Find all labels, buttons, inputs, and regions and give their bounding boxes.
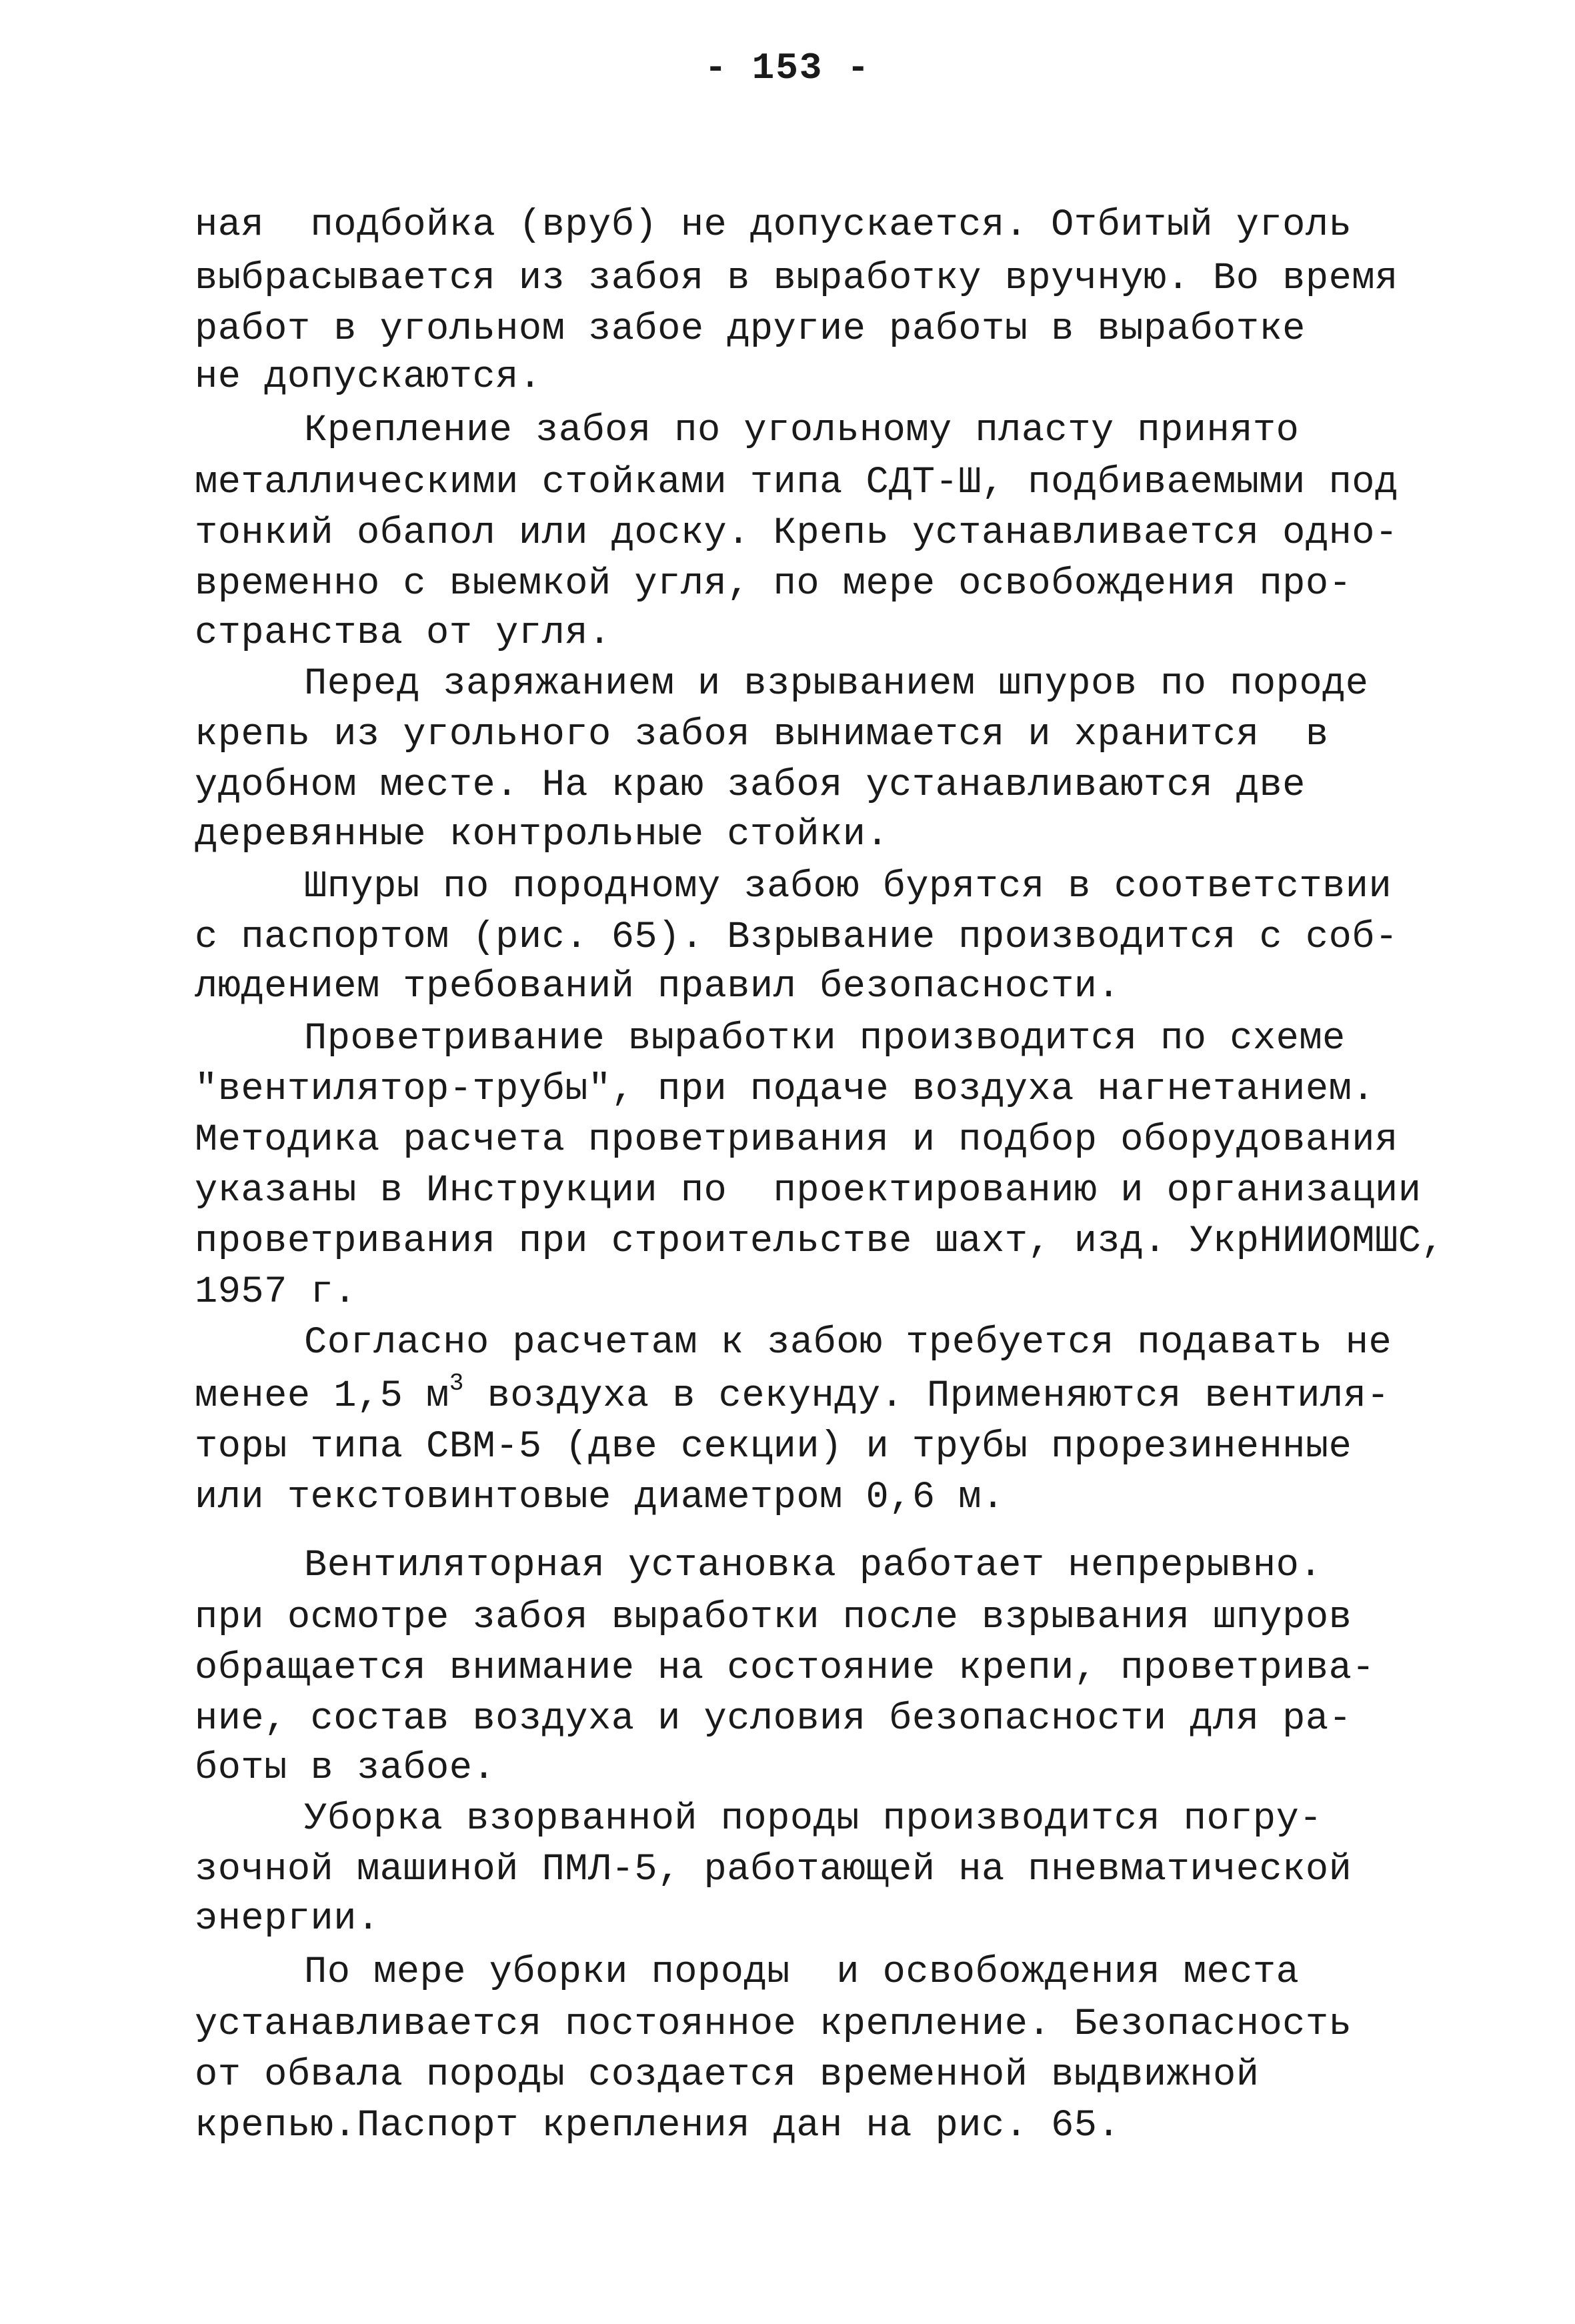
text-line: 1957 г. [195,1271,357,1314]
text-segment: менее 1,5 м [195,1375,449,1418]
text-line: проветривания при строительстве шахт, изд. УкрНИИОМШС, [195,1220,1445,1263]
text-line: работ в угольном забое другие работы в выработке [195,308,1306,351]
text-line: крепь из угольного забоя вынимается и хранится в [195,714,1329,756]
text-line: обращается внимание на состояние крепи, проветрива- [195,1647,1375,1690]
superscript: 3 [449,1370,464,1397]
paragraph-first-line: Крепление забоя по угольному пласту принято [304,409,1300,452]
paragraph-first-line: Вентиляторная установка работает непрерывно. [304,1544,1323,1587]
paragraph-first-line: Проветривание выработки производится по схеме [304,1018,1346,1060]
page-number: - 153 - [704,47,871,89]
text-line: выбрасывается из забоя в выработку вручную. Во время [195,257,1398,300]
text-line: временно с выемкой угля, по мере освобождения про- [195,563,1352,606]
text-line: людением требований правил безопасности. [195,966,1121,1008]
text-line: от обвала породы создается временной выдвижной [195,2054,1260,2097]
paragraph-first-line: Уборка взорванной породы производится погру- [304,1798,1323,1841]
paragraph-first-line: По мере уборки породы и освобождения места [304,1951,1300,1994]
paragraph-first-line: Перед заряжанием и взрыванием шпуров по породе [304,663,1369,706]
text-line: "вентилятор-трубы", при подаче воздуха нагнетанием. [195,1068,1375,1111]
text-line: Методика расчета проветривания и подбор оборудования [195,1119,1398,1162]
text-line: металлическими стойками типа СДТ-Ш, подбиваемыми под [195,461,1398,504]
text-line: торы типа СВМ-5 (две секции) и трубы прорезиненные [195,1426,1352,1468]
text-line: указаны в Инструкции по проектированию и организации [195,1170,1422,1212]
text-line: зочной машиной ПМЛ-5, работающей на пневматической [195,1849,1352,1891]
text-line: устанавливается постоянное крепление. Безопасность [195,2003,1352,2046]
text-line: деревянные контрольные стойки. [195,814,890,856]
text-line: крепью.Паспорт крепления дан на рис. 65. [195,2105,1121,2147]
text-line: боты в забое. [195,1747,496,1790]
text-line: удобном месте. На краю забоя устанавливаются две [195,764,1306,807]
text-segment: воздуха в секунду. Применяются вентиля- [463,1375,1390,1418]
text-line: ная подбойка (вруб) не допускается. Отбитый уголь [195,204,1352,247]
text-line: при осмотре забоя выработки после взрывания шпуров [195,1596,1352,1639]
text-line: с паспортом (рис. 65). Взрывание производится с соб- [195,916,1398,959]
text-line: или текстовинтовые диаметром 0,6 м. [195,1476,1005,1519]
text-line: странства от угля. [195,612,611,655]
text-line: не допускаются. [195,356,542,399]
text-line-with-superscript [195,1371,1390,1422]
text-line: тонкий обапол или доску. Крепь устанавливается одно- [195,512,1398,555]
paragraph-first-line: Согласно расчетам к забою требуется подавать не [304,1322,1392,1364]
paragraph-first-line: Шпуры по породному забою бурятся в соответствии [304,866,1392,908]
text-line: ние, состав воздуха и условия безопасности для ра- [195,1698,1352,1740]
text-line: энергии. [195,1898,380,1941]
